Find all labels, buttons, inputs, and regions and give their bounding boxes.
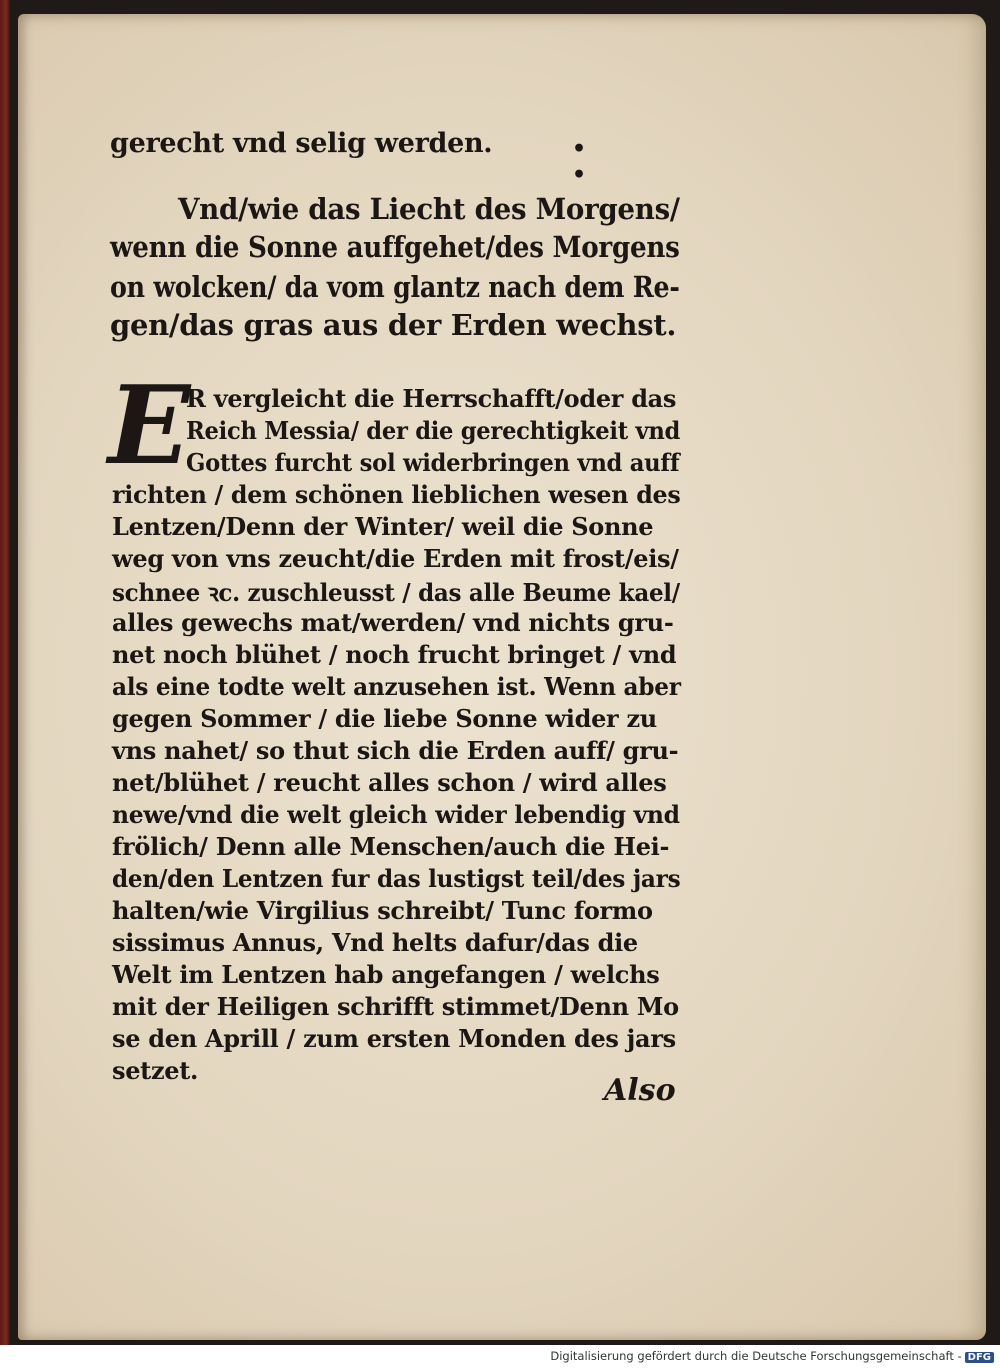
text-line: Reich Messia/ der die gerechtigkeit vnd <box>186 416 681 445</box>
book-spine <box>0 0 10 1345</box>
text-line: on wolcken/ da vom glantz nach dem Re- <box>110 270 680 304</box>
digitization-footer <box>550 1349 994 1363</box>
text-line: als eine todte welt anzusehen ist. Wenn aber <box>112 672 681 701</box>
text-line: gen/das gras aus der Erden wechst. <box>110 308 677 342</box>
text-line: alles gewechs mat/werden/ vnd nichts gru- <box>112 608 674 637</box>
text-line: setzet. <box>112 1056 199 1085</box>
text-line: wenn die Sonne auffgehet/des Morgens <box>110 230 680 264</box>
text-line: net/blühet / reucht alles schon / wird alles <box>112 768 667 797</box>
text-line: den/den Lentzen fur das lustigst teil/des jars <box>112 864 681 893</box>
text-line: Lentzen/Denn der Winter/ weil die Sonne <box>112 512 654 541</box>
text-line: frölich/ Denn alle Menschen/auch die Hei- <box>112 832 670 861</box>
text-line: mit der Heiligen schrifft stimmet/Denn Mo <box>112 992 679 1021</box>
footer-text: Digitalisierung gefördert durch die Deutsche Forschungsgemeinschaft - <box>550 1349 962 1363</box>
drop-cap: E <box>108 363 191 489</box>
text-line: Vnd/wie das Liecht des Morgens/ <box>178 192 680 226</box>
ornament-dots: • • <box>572 136 587 188</box>
text-line: net noch blühet / noch frucht bringet / vnd <box>112 640 677 669</box>
text-line: halten/wie Virgilius schreibt/ Tunc formo <box>112 896 653 925</box>
text-line: Gottes furcht sol widerbringen vnd auff <box>186 448 680 477</box>
text-line: sissimus Annus, Vnd helts dafur/das die <box>112 928 638 957</box>
dfg-logo: DFG <box>965 1352 994 1363</box>
text-line: richten / dem schönen lieblichen wesen des <box>112 480 681 509</box>
catchword: Also <box>604 1073 676 1108</box>
text-line: newe/vnd die welt gleich wider lebendig vnd <box>112 800 680 829</box>
text-line: schnee ꝛc. zuschleusst / das alle Beume kael/ <box>112 578 680 607</box>
text-line: se den Aprill / zum ersten Monden des jars <box>112 1024 676 1053</box>
text-line: R vergleicht die Herrschafft/oder das <box>186 384 677 413</box>
text-line: weg von vns zeucht/die Erden mit frost/eis/ <box>112 544 679 573</box>
text-line: gegen Sommer / die liebe Sonne wider zu <box>112 704 657 733</box>
text-line: gerecht vnd selig werden. <box>110 128 493 159</box>
text-line: vns nahet/ so thut sich die Erden auff/ gru- <box>112 736 679 765</box>
text-line: Welt im Lentzen hab angefangen / welchs <box>112 960 660 989</box>
